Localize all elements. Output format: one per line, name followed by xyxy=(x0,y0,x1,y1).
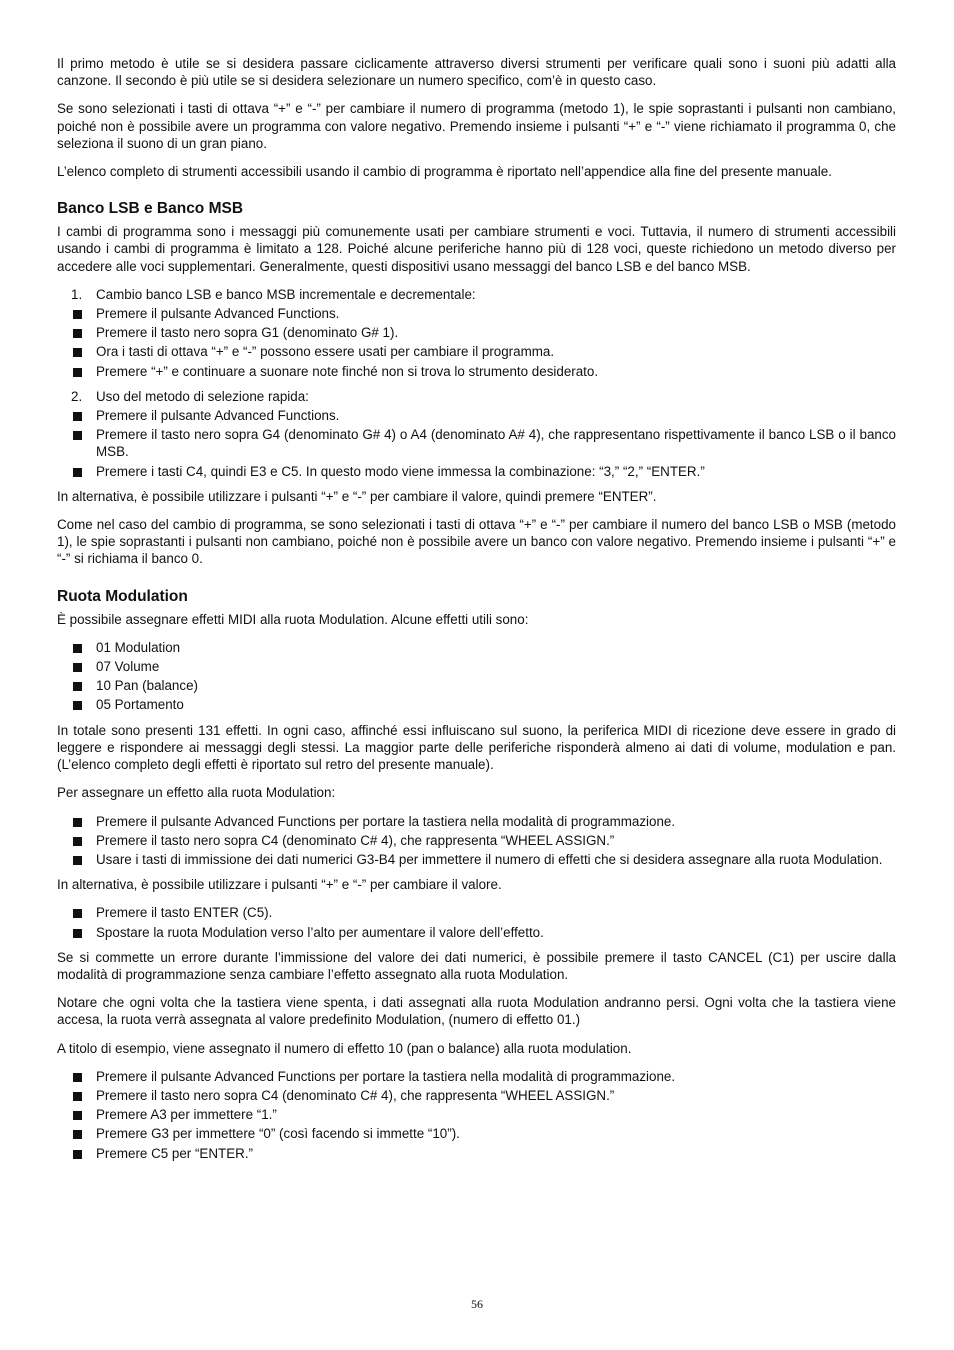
list-item-text: Premere il tasto nero sopra G1 (denominato G# 1). xyxy=(96,325,399,341)
list-item xyxy=(57,343,896,360)
document-page xyxy=(57,55,896,1170)
list-item xyxy=(57,426,896,460)
list-item xyxy=(57,305,896,322)
square-bullet-icon xyxy=(73,431,82,440)
effects-list xyxy=(57,639,896,714)
list-item-text: Premere “+” e continuare a suonare note finché non si trova lo strumento desiderato. xyxy=(96,363,599,379)
square-bullet-icon xyxy=(73,644,82,653)
square-bullet-icon xyxy=(73,929,82,938)
banco-paragraph-1: I cambi di programma sono i messaggi più comunemente usati per cambiare strumenti e voci. Tuttavia, il numero di strumenti accessibili usando i cambi di programma è limitato a 128. Poiché alcune periferiche hanno più di 128 voci, queste richiedono un metodo diverso per accedere alle voci supplementari. Generalmente, questi dispositivi usano messaggi del banco LSB e del banco MSB. xyxy=(57,224,896,274)
square-bullet-icon xyxy=(73,909,82,918)
intro-paragraph-3: L’elenco completo di strumenti accessibili usando il cambio di programma è riportato nell’appendice alla fine del presente manuale. xyxy=(57,164,832,180)
square-bullet-icon xyxy=(73,663,82,672)
list-item xyxy=(57,363,896,380)
list-item-text: 05 Portamento xyxy=(96,697,184,713)
list-item-text: Premere il tasto nero sopra C4 (denominato C# 4), che rappresenta “WHEEL ASSIGN.” xyxy=(96,832,615,848)
list-item xyxy=(57,407,896,424)
square-bullet-icon xyxy=(73,1150,82,1159)
square-bullet-icon xyxy=(73,818,82,827)
list-item-text: 07 Volume xyxy=(96,659,160,675)
list-item-text: Premere il pulsante Advanced Functions. xyxy=(96,408,340,424)
numbered-step-2 xyxy=(57,388,896,405)
list-item xyxy=(57,639,896,656)
list-item-text: Premere il pulsante Advanced Functions per portare la tastiera nella modalità di programmazione. xyxy=(96,1068,676,1084)
square-bullet-icon xyxy=(73,682,82,691)
list-item xyxy=(57,1145,896,1162)
list-item xyxy=(57,324,896,341)
section-heading-ruota: Ruota Modulation xyxy=(57,587,188,605)
list-item-text: Premere il tasto ENTER (C5). xyxy=(96,905,273,921)
step-number: 2. xyxy=(71,388,83,404)
list-item-text: Usare i tasti di immissione dei dati numerici G3-B4 per immettere il numero di effetti che si desidera assegnare alla ruota Modulation. xyxy=(96,851,883,867)
square-bullet-icon xyxy=(73,368,82,377)
assign-steps-list xyxy=(57,813,896,869)
square-bullet-icon xyxy=(73,329,82,338)
step-text: Uso del metodo di selezione rapida: xyxy=(96,388,309,404)
bullet-list xyxy=(57,407,896,480)
list-item-text: Premere i tasti C4, quindi E3 e C5. In questo modo viene immessa la combinazione: “3,” “2,” “ENTER.” xyxy=(96,463,705,479)
list-item xyxy=(57,924,896,941)
list-item xyxy=(57,1087,896,1104)
square-bullet-icon xyxy=(73,310,82,319)
section-heading-banco: Banco LSB e Banco MSB xyxy=(57,200,244,218)
list-item xyxy=(57,696,896,713)
list-item-text: Spostare la ruota Modulation verso l’alto per aumentare il valore dell’effetto. xyxy=(96,924,544,940)
ruota-paragraph-1: È possibile assegnare effetti MIDI alla ruota Modulation. Alcune effetti utili sono: xyxy=(57,611,529,627)
list-item-text: Ora i tasti di ottava “+” e “-” possono essere usati per cambiare il programma. xyxy=(96,344,555,360)
square-bullet-icon xyxy=(73,1130,82,1139)
confirm-steps-list xyxy=(57,904,896,940)
list-item-text: Premere G3 per immettere “0” (così facendo si immette “10”). xyxy=(96,1126,460,1142)
ruota-paragraph-3: Per assegnare un effetto alla ruota Modulation: xyxy=(57,785,336,801)
intro-paragraph-1: Il primo metodo è utile se si desidera passare ciclicamente attraverso diversi strumenti per verificare quali sono i suoni più adatti alla canzone. Il secondo è più utile se si desidera selezionare un numero specifico, com’è in questo caso. xyxy=(57,56,896,89)
list-item-text: Premere A3 per immettere “1.” xyxy=(96,1107,277,1123)
square-bullet-icon xyxy=(73,412,82,421)
list-item-text: Premere il pulsante Advanced Functions. xyxy=(96,306,340,322)
step-number: 1. xyxy=(71,286,83,302)
square-bullet-icon xyxy=(73,856,82,865)
page-number: 56 xyxy=(471,1297,483,1311)
square-bullet-icon xyxy=(73,1073,82,1082)
list-item xyxy=(57,463,896,480)
list-item xyxy=(57,813,896,830)
numbered-step-1 xyxy=(57,286,896,303)
banco-paragraph-2: In alternativa, è possibile utilizzare i pulsanti “+” e “-” per cambiare il valore, quindi premere “ENTER”. xyxy=(57,488,657,504)
square-bullet-icon xyxy=(73,701,82,710)
square-bullet-icon xyxy=(73,468,82,477)
list-item xyxy=(57,658,896,675)
list-item xyxy=(57,904,896,921)
ruota-paragraph-2: In totale sono presenti 131 effetti. In ogni caso, affinché essi influiscano sul suono, la periferica MIDI di ricezione deve essere in grado di leggere e rispondere ai messaggi degli stessi. La maggior parte delle periferiche risponderà almeno ai dati di volume, modulation e pan. (L’elenco completo degli effetti è riportato sul retro del presente manuale). xyxy=(57,722,896,773)
bullet-list xyxy=(57,305,896,380)
list-item xyxy=(57,1125,896,1142)
ruota-paragraph-6: Notare che ogni volta che la tastiera viene spenta, i dati assegnati alla ruota Modulation andranno persi. Ogni volta che la tastiera viene accesa, la ruota verrà assegnata al valore predefinito Modulation, (numero di effetto 01.) xyxy=(57,995,896,1028)
banco-paragraph-3: Come nel caso del cambio di programma, se sono selezionati i tasti di ottava “+” e “-” per cambiare il numero del banco LSB o MSB (metodo 1), le spie soprastanti i pulsanti non cambiano, poiché non è possibile avere un banco con valore negativo. Premendo insieme i pulsanti “+” e “-” si richiama il banco 0. xyxy=(57,517,896,567)
list-item xyxy=(57,832,896,849)
list-item-text: Premere il tasto nero sopra C4 (denominato C# 4), che rappresenta “WHEEL ASSIGN.” xyxy=(96,1087,615,1103)
list-item xyxy=(57,851,896,868)
ruota-paragraph-5: Se si commette un errore durante l’immissione del valore dei dati numerici, è possibile premere il tasto CANCEL (C1) per uscire dalla modalità di programmazione senza cambiare l’effetto assegnato alla ruota Modulation. xyxy=(57,949,896,982)
list-item xyxy=(57,1106,896,1123)
list-item-text: 10 Pan (balance) xyxy=(96,678,198,694)
square-bullet-icon xyxy=(73,837,82,846)
ruota-paragraph-7: A titolo di esempio, viene assegnato il numero di effetto 10 (pan o balance) alla ruota modulation. xyxy=(57,1040,632,1056)
step-text: Cambio banco LSB e banco MSB incrementale e decrementale: xyxy=(96,286,476,302)
intro-paragraph-2: Se sono selezionati i tasti di ottava “+” e “-” per cambiare il numero di programma (metodo 1), le spie soprastanti i pulsanti non cambiano, poiché non è possibile avere un programma con valore negativo. Premendo insieme i pulsanti “+” e “-” viene richiamato il programma 0, che seleziona il suono di un gran piano. xyxy=(57,101,896,151)
list-item-text: 01 Modulation xyxy=(96,639,181,655)
list-item xyxy=(57,677,896,694)
example-steps-list xyxy=(57,1068,896,1162)
list-item-text: Premere C5 per “ENTER.” xyxy=(96,1145,253,1161)
ruota-paragraph-4: In alternativa, è possibile utilizzare i pulsanti “+” e “-” per cambiare il valore. xyxy=(57,877,502,893)
list-item xyxy=(57,1068,896,1085)
square-bullet-icon xyxy=(73,1111,82,1120)
list-item-text: Premere il tasto nero sopra G4 (denominato G# 4) o A4 (denominato A# 4), che rappresentano rispettivamente il banco LSB o il banco MSB. xyxy=(96,427,896,460)
square-bullet-icon xyxy=(73,1092,82,1101)
square-bullet-icon xyxy=(73,348,82,357)
list-item-text: Premere il pulsante Advanced Functions per portare la tastiera nella modalità di programmazione. xyxy=(96,813,676,829)
